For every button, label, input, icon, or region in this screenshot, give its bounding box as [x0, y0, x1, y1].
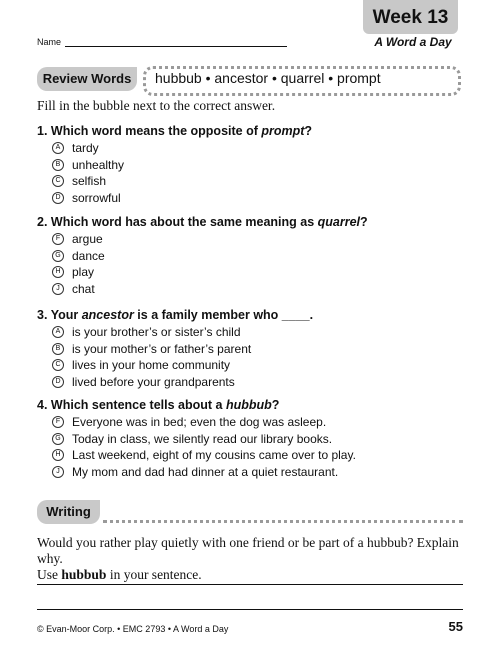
answer-text: tardy: [72, 141, 99, 155]
writing-line-2[interactable]: [37, 609, 463, 610]
answer-text: Today in class, we silently read our library books.: [72, 431, 333, 446]
answer-bubble[interactable]: C: [52, 359, 64, 371]
answer-text: chat: [72, 281, 95, 296]
question-number: 4.: [37, 398, 48, 412]
answer-option[interactable]: [52, 358, 230, 372]
answer-text: play: [72, 265, 95, 280]
question-text-before: Which sentence tells about a: [50, 398, 226, 412]
answer-option[interactable]: [52, 174, 106, 188]
question-keyword: prompt: [261, 124, 305, 138]
name-label: Name: [37, 37, 62, 47]
answer-option[interactable]: [52, 249, 105, 263]
answer-option[interactable]: [52, 415, 326, 429]
answer-bubble[interactable]: F: [52, 416, 64, 428]
answer-option[interactable]: [52, 141, 99, 155]
question-number: 2.: [37, 215, 48, 229]
question-text-after: ?: [271, 398, 280, 412]
answer-text: argue: [72, 232, 103, 246]
answer-option[interactable]: [52, 342, 251, 356]
question-text-before: Which word has about the same meaning as: [50, 215, 318, 229]
writing-prompt-line1: Would you rather play quietly with one friend or be part of a hubbub? Explain why.: [37, 535, 459, 566]
answer-text: is your brother’s or sister’s child: [72, 325, 241, 339]
question-keyword: hubbub: [225, 398, 272, 412]
answer-option[interactable]: [52, 232, 103, 246]
answer-bubble[interactable]: J: [52, 283, 64, 295]
review-words-list: hubbub • ancestor • quarrel • prompt: [155, 70, 381, 86]
answer-bubble[interactable]: G: [52, 250, 64, 262]
answer-option[interactable]: [52, 375, 235, 389]
answer-bubble[interactable]: B: [52, 159, 64, 171]
question-keyword: ancestor: [81, 308, 134, 322]
writing-divider: [103, 520, 463, 523]
writing-prompt: [37, 535, 467, 583]
question-4: [37, 398, 279, 412]
answer-bubble[interactable]: B: [52, 343, 64, 355]
page-number: 55: [448, 619, 463, 634]
answer-text: My mom and dad had dinner at a quiet restaurant.: [72, 464, 339, 479]
answer-option[interactable]: [52, 158, 124, 172]
instructions: Fill in the bubble next to the correct answer.: [37, 98, 276, 113]
answer-bubble[interactable]: A: [52, 326, 64, 338]
question-text-before: Which word means the opposite of: [50, 124, 262, 138]
writing-prompt-bold: hubbub: [61, 567, 107, 582]
answer-bubble[interactable]: G: [52, 433, 64, 445]
answer-option[interactable]: [52, 265, 94, 279]
review-words-label: Review Words: [37, 67, 137, 91]
footer-credit: © Evan-Moor Corp. • EMC 2793 • A Word a Day: [37, 624, 229, 634]
answer-text: lived before your grandparents: [72, 374, 235, 389]
writing-prompt-use: Use: [37, 567, 62, 582]
question-text-after: ?: [304, 124, 313, 138]
answer-bubble[interactable]: F: [52, 233, 64, 245]
answer-bubble[interactable]: J: [52, 466, 64, 478]
question-keyword: quarrel: [317, 215, 361, 229]
answer-text: Last weekend, eight of my cousins came over to play.: [72, 448, 356, 463]
answer-text: selfish: [72, 174, 107, 189]
question-text-after: is a family member who ____.: [133, 308, 314, 322]
answer-text: sorrowful: [72, 190, 121, 205]
question-text-before: Your: [50, 308, 82, 322]
answer-bubble[interactable]: A: [52, 142, 64, 154]
answer-option[interactable]: [52, 432, 332, 446]
answer-bubble[interactable]: C: [52, 175, 64, 187]
week-title: Week 13: [372, 7, 449, 28]
question-number: 1.: [37, 124, 48, 138]
question-text-after: ?: [360, 215, 368, 229]
book-subtitle: A Word a Day: [374, 35, 452, 49]
question-2: [37, 215, 368, 229]
answer-text: lives in your home community: [72, 358, 231, 373]
question-number: 3.: [37, 308, 48, 322]
answer-option[interactable]: [52, 325, 241, 339]
answer-text: Everyone was in bed; even the dog was asleep.: [72, 415, 327, 429]
question-1: [37, 124, 312, 138]
writing-prompt-end: in your sentence.: [106, 567, 202, 582]
answer-text: dance: [72, 248, 105, 263]
writing-label: Writing: [37, 500, 100, 524]
answer-option[interactable]: [52, 282, 95, 296]
question-3: [37, 308, 313, 322]
answer-bubble[interactable]: D: [52, 376, 64, 388]
answer-bubble[interactable]: H: [52, 266, 64, 278]
answer-option[interactable]: [52, 448, 356, 462]
answer-option[interactable]: [52, 465, 338, 479]
answer-option[interactable]: [52, 191, 121, 205]
writing-line-1[interactable]: [37, 584, 463, 585]
answer-bubble[interactable]: D: [52, 192, 64, 204]
answer-text: unhealthy: [72, 157, 125, 172]
answer-bubble[interactable]: H: [52, 449, 64, 461]
answer-text: is your mother’s or father’s parent: [72, 341, 252, 356]
name-line[interactable]: [65, 46, 287, 47]
